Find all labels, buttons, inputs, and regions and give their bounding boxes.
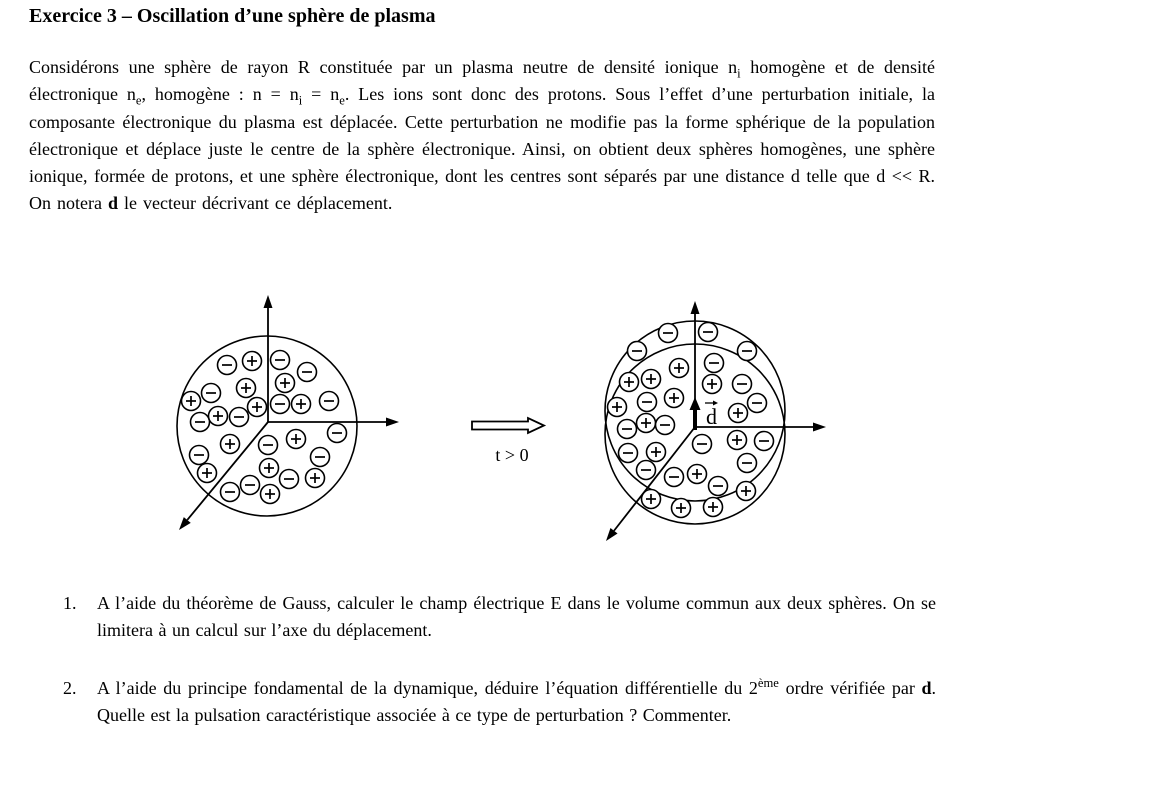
transition-label: t > 0 [495, 445, 529, 465]
positive-charge-icon [737, 482, 756, 501]
negative-charge-icon [190, 446, 209, 465]
negative-charge-icon [709, 477, 728, 496]
positive-charge-icon [608, 398, 627, 417]
positive-charge-icon [276, 374, 295, 393]
positive-charge-icon [729, 404, 748, 423]
displacement-vector-arrowhead-icon [690, 397, 701, 410]
positive-charge-icon [198, 464, 217, 483]
negative-charge-icon [638, 393, 657, 412]
positive-charge-icon [287, 430, 306, 449]
positive-charge-icon [248, 398, 267, 417]
positive-charge-icon [704, 498, 723, 517]
negative-charge-icon [637, 461, 656, 480]
positive-charge-icon [209, 407, 228, 426]
negative-charge-icon [230, 408, 249, 427]
negative-charge-icon [191, 413, 210, 432]
positive-charge-icon [620, 373, 639, 392]
positive-charge-icon [306, 469, 325, 488]
positive-charge-icon [260, 459, 279, 478]
negative-charge-icon [221, 483, 240, 502]
positive-charge-icon [647, 443, 666, 462]
positive-charge-icon [182, 392, 201, 411]
questions-list [63, 590, 936, 729]
negative-charge-icon [748, 394, 767, 413]
question-text: A l’aide du principe fondamental de la dynamique, déduire l’équation différentielle du 2ème ordre vérifiée par d. Quelle est la pulsation caractéristique associée à ce type de perturbation ? Commenter. [97, 675, 936, 725]
positive-charge-icon [637, 414, 656, 433]
positive-charge-icon [237, 379, 256, 398]
negative-charge-icon [218, 356, 237, 375]
positive-charge-icon [642, 490, 661, 509]
question-number: 2. [63, 677, 77, 698]
question-item-1 [63, 590, 936, 645]
negative-charge-icon [665, 468, 684, 487]
right-axis-up-arrowhead-icon [691, 301, 700, 314]
positive-charge-icon [703, 375, 722, 394]
negative-charge-icon [656, 416, 675, 435]
block-arrow-icon [472, 418, 544, 433]
negative-charge-icon [320, 392, 339, 411]
positive-charge-icon [688, 465, 707, 484]
exercise-title: Exercice 3 – Oscillation d’une sphère de plasma [29, 5, 436, 27]
positive-charge-icon [642, 370, 661, 389]
negative-charge-icon [705, 354, 724, 373]
negative-charge-icon [241, 476, 260, 495]
positive-charge-icon [728, 431, 747, 450]
question-text: A l’aide du théorème de Gauss, calculer le champ électrique E dans le volume commun aux deux sphères. On se limitera à un calcul sur l’axe du déplacement. [97, 593, 936, 641]
negative-charge-icon [628, 342, 647, 361]
negative-charge-icon [693, 435, 712, 454]
left-axis-up-arrowhead-icon [264, 295, 273, 308]
transition-arrow-group [472, 418, 544, 465]
question-number: 1. [63, 593, 77, 613]
question-item-2 [63, 675, 936, 730]
right-axis-right-arrowhead-icon [813, 423, 826, 432]
positive-charge-icon [261, 485, 280, 504]
right-axis-diagonal-arrowhead-icon [606, 528, 618, 541]
negative-charge-icon [271, 351, 290, 370]
negative-charge-icon [618, 420, 637, 439]
negative-charge-icon [659, 324, 678, 343]
left-axis-right-arrowhead-icon [386, 418, 399, 427]
negative-charge-icon [298, 363, 317, 382]
positive-charge-icon [292, 395, 311, 414]
positive-charge-icon [672, 499, 691, 518]
displacement-vector-group [690, 397, 719, 430]
negative-charge-icon [738, 454, 757, 473]
negative-charge-icon [738, 342, 757, 361]
negative-charge-icon [259, 436, 278, 455]
plasma-spheres-figure [0, 280, 1152, 580]
initial-plasma-sphere-diagram [177, 295, 399, 530]
positive-charge-icon [243, 352, 262, 371]
negative-charge-icon [271, 395, 290, 414]
displacement-vector-label: d [706, 404, 717, 429]
positive-charge-icon [670, 359, 689, 378]
positive-charge-icon [665, 389, 684, 408]
negative-charge-icon [699, 323, 718, 342]
negative-charge-icon [202, 384, 221, 403]
negative-charge-icon [619, 444, 638, 463]
negative-charge-icon [280, 470, 299, 489]
negative-charge-icon [328, 424, 347, 443]
negative-charge-icon [755, 432, 774, 451]
negative-charge-icon [311, 448, 330, 467]
negative-charge-icon [733, 375, 752, 394]
positive-charge-icon [221, 435, 240, 454]
exercise-intro: Considérons une sphère de rayon R constituée par un plasma neutre de densité ionique $n_i$ homogène et de densité électronique $n_e$, homogène : $n = n_i = n_e$. Les ions sont donc des protons. Sous l’effet d’une perturbation initiale, la composante électronique du plasma est déplacée. Cette perturbation ne modifie pas la forme sphérique de la population électronique et déplace juste le centre de la sphère électronique. Ainsi, on obtient deux sphères homogènes, une sphère ionique, formée de protons, et une sphère électronique, dont les centres sont séparés par une distance d telle que d << R. On notera d le vecteur décrivant ce déplacement. [29, 57, 935, 214]
